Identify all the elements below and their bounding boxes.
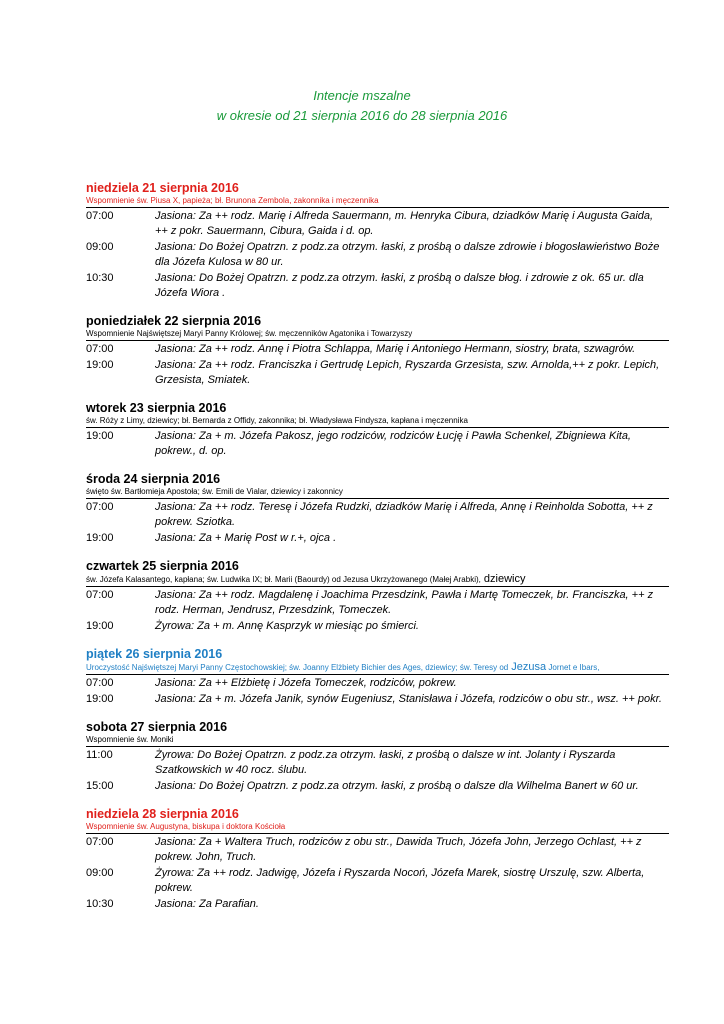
mass-intention <box>155 866 669 896</box>
day-memorial: Wspomnienie św. Moniki <box>86 735 669 747</box>
mass-row <box>86 358 669 388</box>
mass-intention <box>155 779 669 794</box>
intention-line: Jasiona: Za + m. Józefa Janik, synów Eugeniusz, Stanisława i Józefa, rodziców o obu str., wsz. ++ pokr. <box>155 693 662 705</box>
document-title <box>0 86 724 126</box>
mass-time: 09:00 <box>86 867 114 879</box>
mass-row <box>86 748 669 778</box>
mass-intention <box>155 748 669 778</box>
mass-row <box>86 271 669 301</box>
day-memorial <box>86 574 669 587</box>
mass-row <box>86 897 669 912</box>
intention-line: pokrew. <box>155 882 193 894</box>
intention-line: pokrew. Sziotka. <box>155 516 236 528</box>
mass-intention <box>155 271 669 301</box>
day-section <box>86 558 669 634</box>
intention-line: Jasiona: Do Bożej Opatrzn. z podz.za otrzym. łaski, z prośbą o dalsze błog. i zdrowie z ok. 65 ur. dla <box>155 272 644 284</box>
mass-intention <box>155 500 669 530</box>
day-heading: czwartek 25 sierpnia 2016 <box>86 559 239 573</box>
mass-time: 07:00 <box>86 501 114 513</box>
intention-line: Grzesista, Smiatek. <box>155 374 251 386</box>
day-memorial: św. Róży z Limy, dziewicy; bł. Bernarda z Offidy, zakonnika; bł. Władysława Findysza, kapłana i męczennika <box>86 416 669 428</box>
intentions-list <box>86 180 669 924</box>
mass-time: 10:30 <box>86 272 114 284</box>
mass-time: 19:00 <box>86 620 114 632</box>
day-heading: sobota 27 sierpnia 2016 <box>86 720 228 734</box>
mass-row <box>86 240 669 270</box>
mass-time: 11:00 <box>86 749 113 761</box>
intention-line: Józefa Wiora . <box>155 287 226 299</box>
memorial-text: św. Józefa Kalasantego, kapłana; św. Ludwika IX; bł. Marii (Baourdy) od Jezusa Ukrzyżowanego (Małej Arabki), <box>86 575 481 584</box>
mass-time: 19:00 <box>86 693 114 705</box>
day-memorial: święto św. Bartłomieja Apostoła; św. Emili de Vialar, dziewicy i zakonnicy <box>86 487 669 499</box>
mass-row <box>86 531 669 546</box>
memorial-text-large: Jezusa <box>508 662 547 673</box>
mass-time: 07:00 <box>86 210 114 222</box>
day-heading: niedziela 28 sierpnia 2016 <box>86 807 239 821</box>
mass-time: 19:00 <box>86 359 114 371</box>
intention-line: dla Józefa Kulosa w 80 ur. <box>155 256 284 268</box>
title-line-2: w okresie od 21 sierpnia 2016 do 28 sierpnia 2016 <box>216 108 508 123</box>
day-section <box>86 646 669 707</box>
mass-row <box>86 429 669 459</box>
intention-line: Jasiona: Do Bożej Opatrzn. z podz.za otrzym. łaski, z prośbą o dalsze dla Wilhelma Banert w 60 ur. <box>155 780 639 792</box>
intention-line: Jasiona: Za ++ rodz. Magdalenę i Joachima Przesdzink, Pawła i Martę Tomeczek, br. Franciszka, ++ z <box>155 589 654 601</box>
mass-intention <box>155 342 669 357</box>
intention-line: ++ z pokr. Sauermann, Cibura, Gaida i d. op. <box>155 225 374 237</box>
intention-line: Jasiona: Do Bożej Opatrzn. z podz.za otrzym. łaski, z prośbą o dalsze zdrowie i błogosławieństwo Boże <box>155 241 660 253</box>
day-section <box>86 471 669 546</box>
mass-row <box>86 209 669 239</box>
mass-row <box>86 866 669 896</box>
day-section <box>86 719 669 794</box>
mass-time: 19:00 <box>86 430 114 442</box>
day-heading: niedziela 21 sierpnia 2016 <box>86 181 239 195</box>
mass-intention <box>155 240 669 270</box>
mass-intention <box>155 676 669 691</box>
mass-time: 09:00 <box>86 241 114 253</box>
intention-line: Jasiona: Za ++ rodz. Marię i Alfreda Sauermann, m. Henryka Cibura, dziadków Marię i Augusta Gaida, <box>155 210 654 222</box>
memorial-text-tail: Jornet e Ibars, <box>546 663 600 672</box>
mass-time: 07:00 <box>86 589 114 601</box>
mass-time: 19:00 <box>86 532 114 544</box>
day-memorial <box>86 662 669 675</box>
mass-row <box>86 676 669 691</box>
mass-time: 07:00 <box>86 836 114 848</box>
mass-time: 07:00 <box>86 343 114 355</box>
mass-row <box>86 342 669 357</box>
mass-row <box>86 779 669 794</box>
memorial-text: Uroczystość Najświętszej Maryi Panny Częstochowskiej; św. Joanny Elżbiety Bichier des Ages, dziewicy; św. Teresy od <box>86 663 509 672</box>
intention-line: Jasiona: Za ++ rodz. Franciszka i Gertrudę Lepich, Ryszarda Grzesista, szw. Arnolda,++ z pokr. Lepich, <box>155 359 660 371</box>
day-heading: piątek 26 sierpnia 2016 <box>86 647 223 661</box>
title-line-1: Intencje mszalne <box>313 88 411 103</box>
mass-intention <box>155 429 669 459</box>
intention-line: Żyrowa: Do Bożej Opatrzn. z podz.za otrzym. łaski, z prośbą o dalsze w int. Jolanty i Ryszarda <box>155 749 616 761</box>
mass-intention <box>155 692 669 707</box>
memorial-text-large: dziewicy <box>480 574 526 585</box>
mass-row <box>86 835 669 865</box>
day-memorial: Wspomnienie Najświętszej Maryi Panny Królowej; św. męczenników Agatonika i Towarzyszy <box>86 329 669 341</box>
day-heading: wtorek 23 sierpnia 2016 <box>86 401 227 415</box>
intention-line: Jasiona: Za + Marię Post w r.+, ojca . <box>155 532 337 544</box>
mass-row <box>86 619 669 634</box>
mass-time: 15:00 <box>86 780 114 792</box>
day-section <box>86 400 669 459</box>
intention-line: Żyrowa: Za ++ rodz. Jadwigę, Józefa i Ryszarda Nocoń, Józefa Marek, siostrę Urszulę, szw. Alberta, <box>155 867 645 879</box>
day-section <box>86 806 669 912</box>
intention-line: Jasiona: Za + m. Józefa Pakosz, jego rodziców, rodziców Łucję i Pawła Schenkel, Zbigniewa Kita, <box>155 430 631 442</box>
day-heading: środa 24 sierpnia 2016 <box>86 472 221 486</box>
intention-line: pokrew., d. op. <box>155 445 227 457</box>
mass-time: 10:30 <box>86 898 114 910</box>
mass-row <box>86 588 669 618</box>
intention-line: Jasiona: Za ++ rodz. Teresę i Józefa Rudzki, dziadków Marię i Alfreda, Annę i Reinholda Sobotta, ++ z <box>155 501 653 513</box>
mass-row <box>86 692 669 707</box>
mass-intention <box>155 531 669 546</box>
intention-line: Jasiona: Za Parafian. <box>155 898 259 910</box>
intention-line: Jasiona: Za + Waltera Truch, rodziców z obu str., Dawida Truch, Józefa John, Jerzego Ochlast, ++ z <box>155 836 642 848</box>
intention-line: Żyrowa: Za + m. Annę Kasprzyk w miesiąc po śmierci. <box>155 620 419 632</box>
mass-row <box>86 500 669 530</box>
day-memorial: Wspomnienie św. Piusa X, papieża; bł. Brunona Zembola, zakonnika i męczennika <box>86 196 669 208</box>
day-heading: poniedziałek 22 sierpnia 2016 <box>86 314 262 328</box>
intention-line: rodz. Herman, Jendrusz, Przesdzink, Tomeczek. <box>155 604 392 616</box>
intention-line: pokrew. John, Truch. <box>155 851 257 863</box>
day-section <box>86 180 669 301</box>
mass-intention <box>155 358 669 388</box>
mass-intention <box>155 835 669 865</box>
intention-line: Szatkowskich w 40 rocz. ślubu. <box>155 764 308 776</box>
day-memorial: Wspomnienie św. Augustyna, biskupa i doktora Kościoła <box>86 822 669 834</box>
mass-intention <box>155 209 669 239</box>
day-section <box>86 313 669 388</box>
intention-line: Jasiona: Za ++ rodz. Annę i Piotra Schlappa, Marię i Antoniego Hermann, siostry, brata, szwagrów. <box>155 343 636 355</box>
mass-intention <box>155 897 669 912</box>
mass-time: 07:00 <box>86 677 114 689</box>
mass-intention <box>155 588 669 618</box>
intention-line: Jasiona: Za ++ Elżbietę i Józefa Tomeczek, rodziców, pokrew. <box>155 677 457 689</box>
mass-intention <box>155 619 669 634</box>
